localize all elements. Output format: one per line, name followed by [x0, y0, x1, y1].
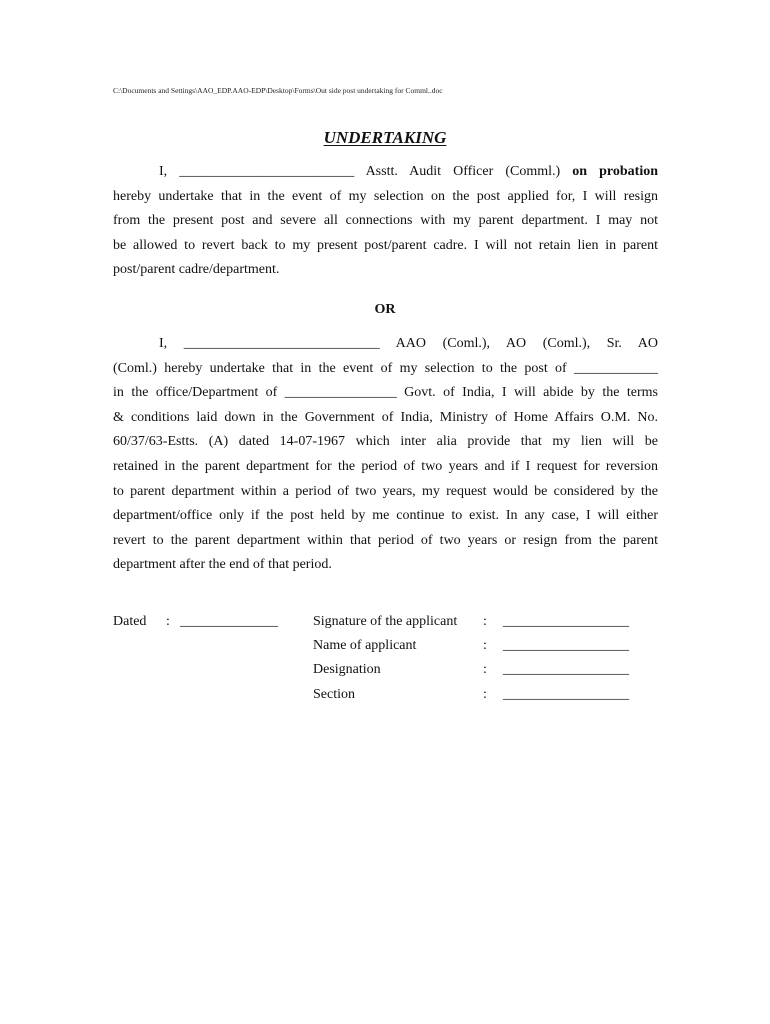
undertaking-paragraph-probation: [113, 160, 658, 283]
signature-blank: __________________: [503, 614, 629, 629]
paragraph-line: to parent department within a period of two years, my request would be considered by the: [113, 483, 658, 499]
signature-colon: :: [483, 614, 487, 629]
probation-text: on probation: [572, 164, 658, 179]
signature-label: Signature of the applicant: [313, 614, 458, 629]
pronoun-text: I,: [159, 336, 168, 351]
dated-blank: ______________: [180, 614, 278, 629]
paragraph-line: in the office/Department of ________________ Govt. of India, I will abide by the terms: [113, 385, 658, 401]
dated-label: Dated: [113, 614, 147, 629]
section-label: Section: [313, 687, 355, 702]
document-title: UNDERTAKING: [323, 128, 447, 147]
designation-label: Designation: [313, 662, 381, 677]
name-blank: _________________________: [179, 164, 355, 179]
paragraph-line: (Coml.) hereby undertake that in the event of my selection to the post of ____________: [113, 360, 658, 376]
or-divider-text: OR: [374, 302, 396, 317]
name-blank: ____________________________: [183, 336, 380, 351]
paragraph-line: post/parent cadre/department.: [113, 262, 280, 278]
section-blank: __________________: [503, 687, 629, 702]
pronoun-text: I,: [159, 164, 168, 179]
paragraph-line: retained in the parent department for the period of two years and if I request for reversion: [113, 458, 658, 474]
paragraph-line: revert to the parent department within that period of two years or resign from the parent: [113, 532, 658, 548]
applicant-name-colon: :: [483, 638, 487, 653]
designation-colon: :: [483, 662, 487, 677]
paragraph-line: 60/37/63-Estts. (A) dated 14-07-1967 which inter alia provide that my lien will be: [113, 434, 658, 450]
undertaking-paragraph-lien: [113, 332, 658, 578]
paragraph-line: & conditions laid down in the Government of India, Ministry of Home Affairs O.M. No.: [113, 409, 658, 425]
designation-blank: __________________: [503, 662, 629, 677]
applicant-name-blank: __________________: [503, 638, 629, 653]
paragraph-line: be allowed to revert back to my present post/parent cadre. I will not retain lien in parent: [113, 237, 658, 253]
paragraph-line: department after the end of that period.: [113, 557, 332, 573]
paragraph-line: hereby undertake that in the event of my selection on the post applied for, I will resign: [113, 188, 658, 204]
paragraph-line: [113, 332, 658, 357]
paragraph-line: from the present post and severe all connections with my parent department. I may not: [113, 213, 658, 229]
paragraph-line: department/office only if the post held by me continue to exist. In any case, I will either: [113, 508, 658, 524]
file-path-header: C:\Documents and Settings\AAO_EDP.AAO-EDP\Desktop\Forms\Out side post undertaking for Comml..doc: [113, 86, 443, 95]
section-colon: :: [483, 687, 487, 702]
role-text: Asstt. Audit Officer (Comml.): [365, 164, 561, 179]
applicant-name-label: Name of applicant: [313, 638, 417, 653]
roles-text: AAO (Coml.), AO (Coml.), Sr. AO: [395, 336, 658, 351]
paragraph-line: [113, 160, 658, 185]
dated-colon: :: [166, 614, 170, 629]
